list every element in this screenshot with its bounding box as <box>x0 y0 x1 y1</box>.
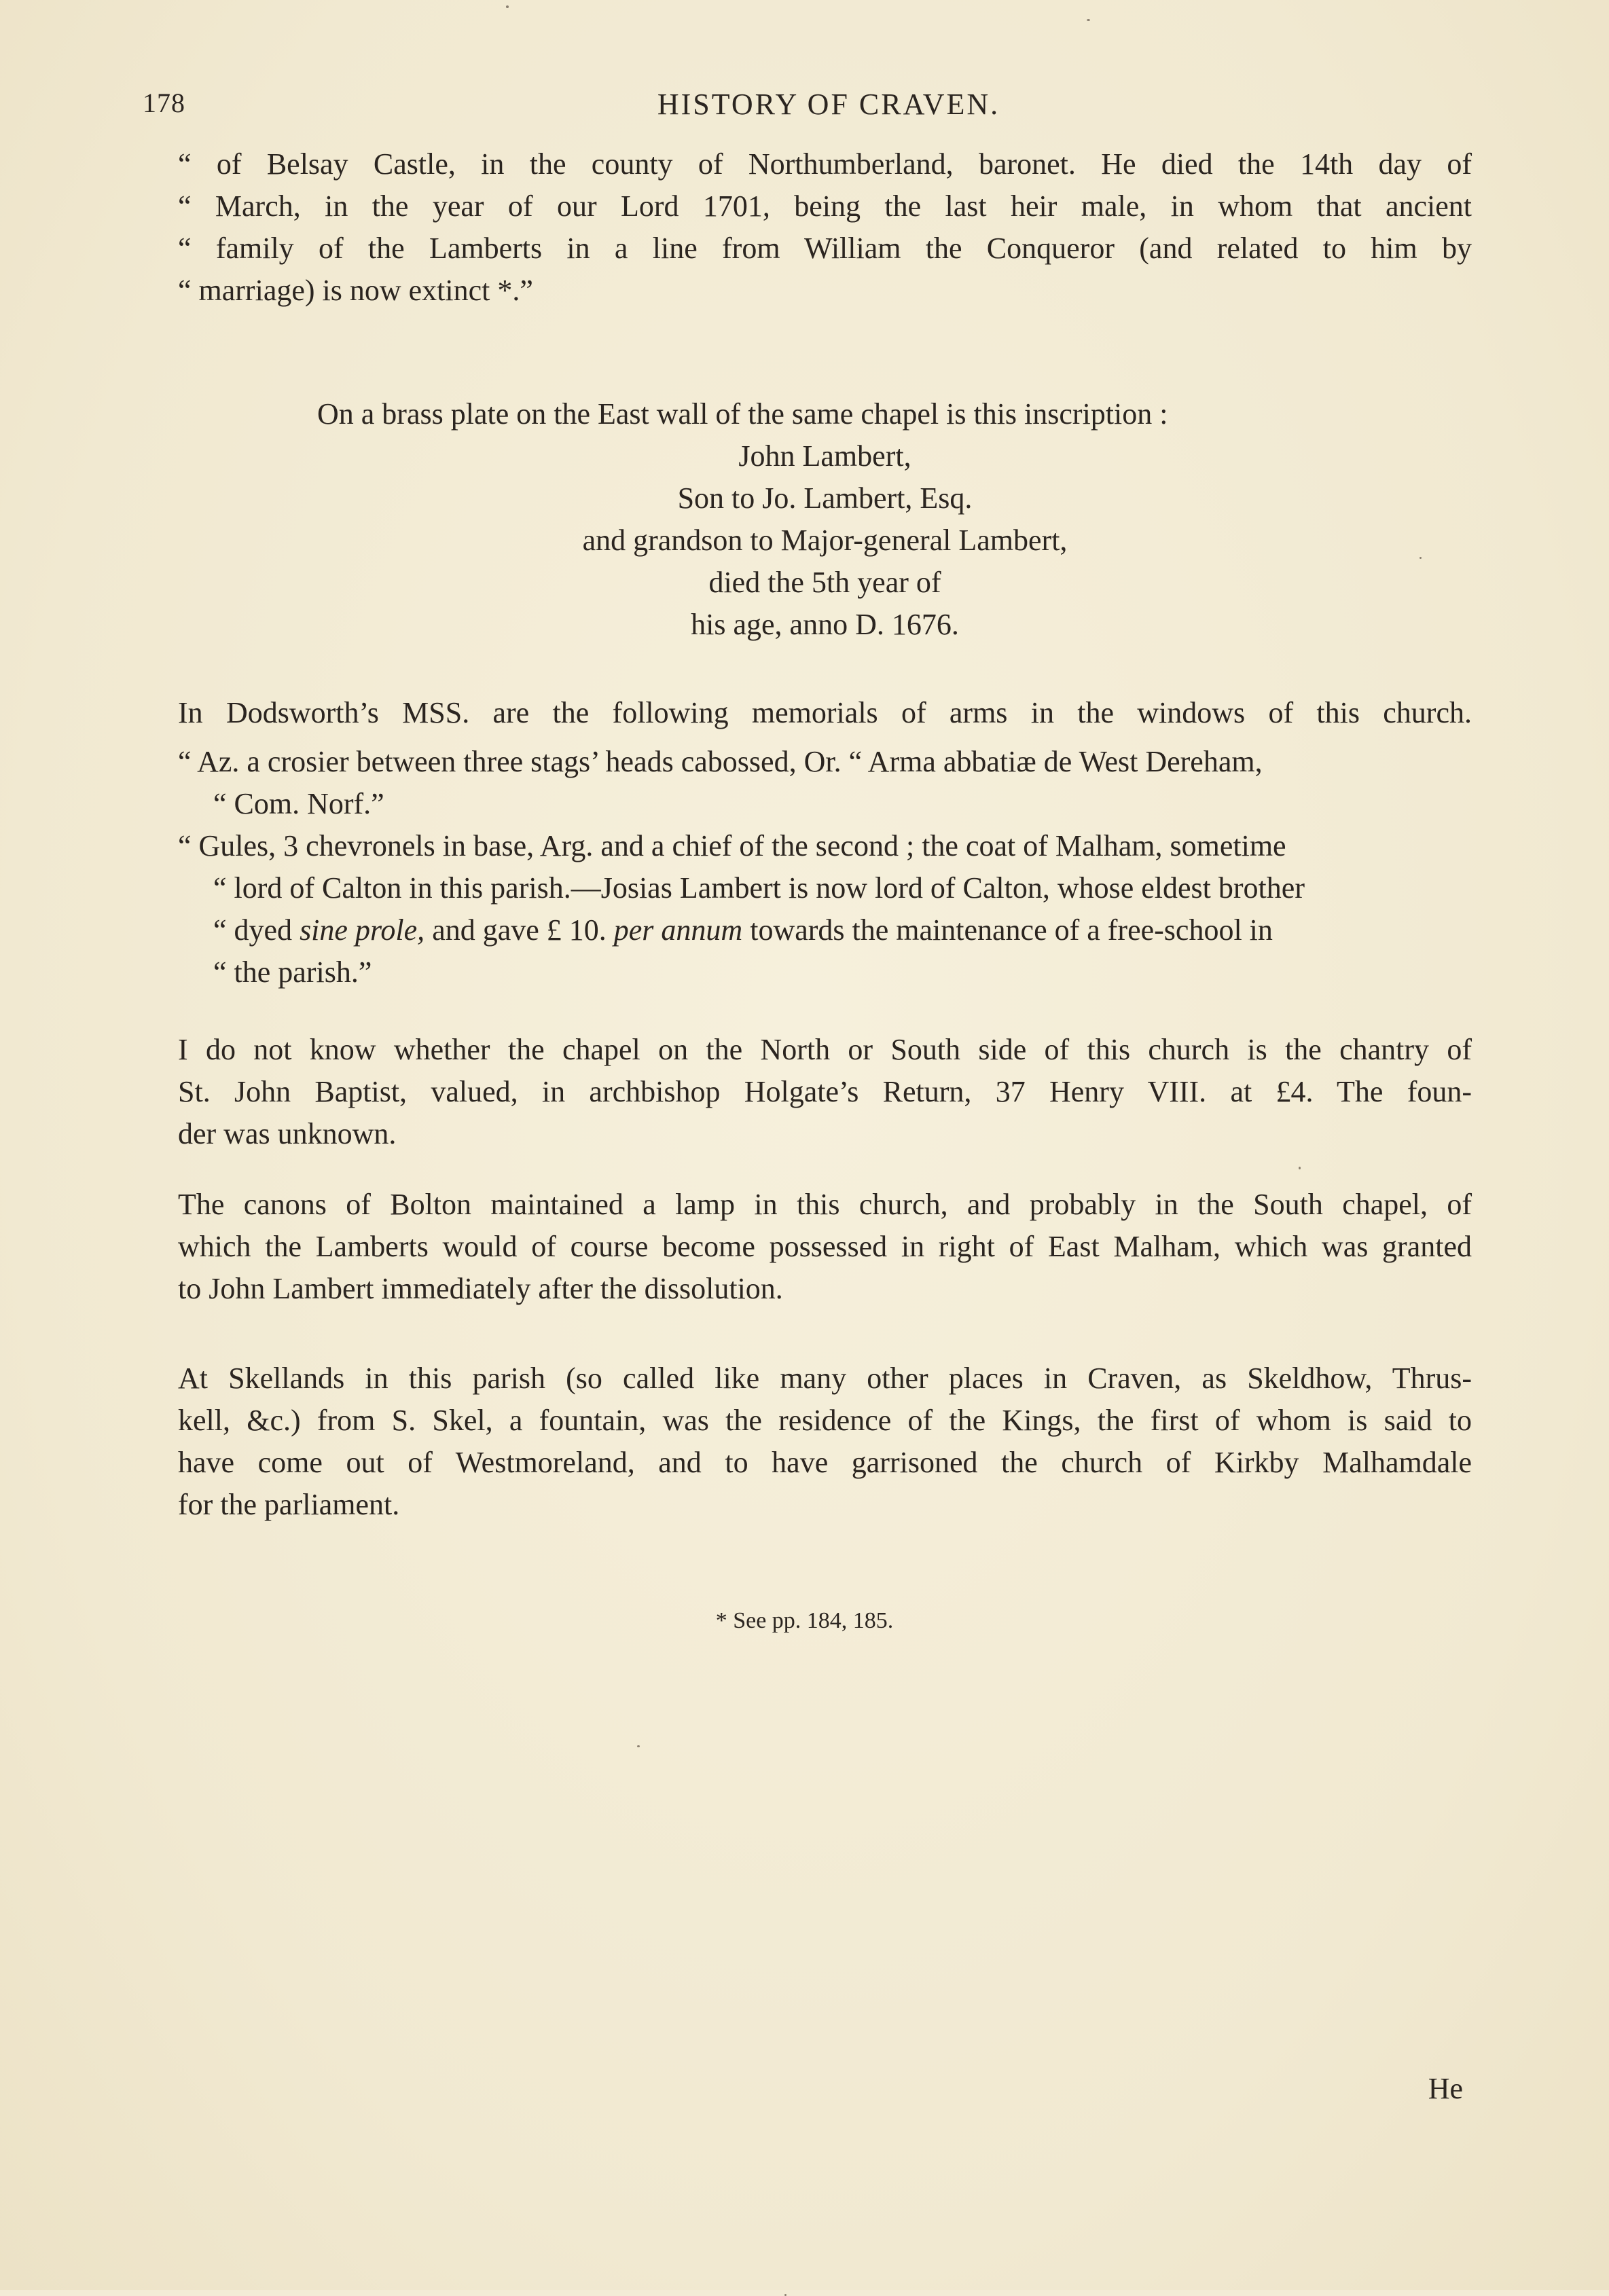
arms-entry-line: “ Com. Norf.” <box>213 787 384 820</box>
text-line: The canons of Bolton maintained a lamp in this church, and probably in the South chapel, of <box>178 1188 1472 1221</box>
text-line: I do not know whether the chapel on the North or South side of this church is the chantry of <box>178 1033 1472 1066</box>
text-line: “ marriage) is now extinct *.” <box>178 274 533 307</box>
text-line: der was unknown. <box>178 1117 397 1150</box>
catchword: He <box>1428 2072 1463 2105</box>
inscription-line: died the 5th year of <box>708 566 941 599</box>
arms-entry-line: “ lord of Calton in this parish.—Josias Lambert is now lord of Calton, whose eldest brother <box>213 871 1305 905</box>
inscription-line: Son to Jo. Lambert, Esq. <box>677 481 973 515</box>
arms-entry-line: “ Gules, 3 chevronels in base, Arg. and a chief of the second ; the coat of Malham, sometime <box>178 829 1286 862</box>
latin-phrase: sine prole, <box>300 913 425 947</box>
text-line: St. John Baptist, valued, in archbishop Holgate’s Return, 37 Henry VIII. at £4. The foun- <box>178 1075 1472 1108</box>
arms-text: and gave £ 10. <box>424 913 614 947</box>
text-line: “ March, in the year of our Lord 1701, being the last heir male, in whom that ancient <box>178 189 1472 223</box>
text-line: for the parliament. <box>178 1488 400 1521</box>
text-line: “ family of the Lamberts in a line from William the Conqueror (and related to him by <box>178 232 1472 265</box>
text-line: “ of Belsay Castle, in the county of Northumberland, baronet. He died the 14th day of <box>178 147 1472 181</box>
inscription-line: John Lambert, <box>738 439 911 473</box>
inscription-line: and grandson to Major-general Lambert, <box>582 524 1068 557</box>
paper-speck <box>1087 19 1090 21</box>
text-line: which the Lamberts would of course become possessed in right of East Malham, which was granted <box>178 1230 1472 1263</box>
text-line: At Skellands in this parish (so called like many other places in Craven, as Skeldhow, Thrus- <box>178 1362 1472 1395</box>
footnote: * See pp. 184, 185. <box>715 1608 894 1633</box>
arms-entry-line <box>213 915 1273 945</box>
dodsworth-intro: In Dodsworth’s MSS. are the following memorials of arms in the windows of this church. <box>178 696 1472 729</box>
running-title: HISTORY OF CRAVEN. <box>657 88 1000 121</box>
paper-speck <box>1299 1167 1301 1169</box>
text-line: have come out of Westmoreland, and to have garrisoned the church of Kirkby Malhamdale <box>178 1446 1472 1479</box>
brass-plate-intro: On a brass plate on the East wall of the same chapel is this inscription : <box>317 397 1168 431</box>
inscription-line: his age, anno D. 1676. <box>691 608 959 641</box>
text-line: kell, &c.) from S. Skel, a fountain, was the residence of the Kings, the first of whom is said to <box>178 1404 1472 1437</box>
arms-text: towards the maintenance of a free-school in <box>742 913 1273 947</box>
paper-speck <box>506 5 509 8</box>
page-header <box>143 87 1474 128</box>
text-line: to John Lambert immediately after the dissolution. <box>178 1272 783 1305</box>
latin-phrase: per annum <box>613 913 743 947</box>
paper-speck <box>1420 557 1422 559</box>
paper-speck <box>637 1745 640 1747</box>
arms-text: “ dyed <box>213 913 300 947</box>
arms-entry-line: “ the parish.” <box>213 955 372 989</box>
arms-entry-line: “ Az. a crosier between three stags’ heads cabossed, Or. “ Arma abbatiæ de West Dereham, <box>178 745 1263 778</box>
page-number: 178 <box>143 88 185 118</box>
